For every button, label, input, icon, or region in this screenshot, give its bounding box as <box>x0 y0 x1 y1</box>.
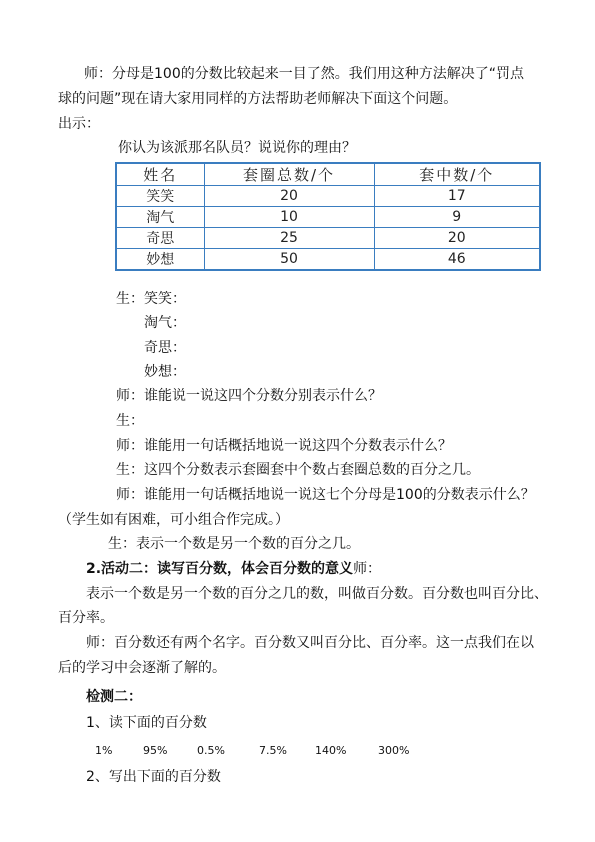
header-cell: 套圈总数/个 <box>204 163 374 186</box>
table-cell: 9 <box>374 207 540 228</box>
percent-item: 7.5% <box>259 744 287 757</box>
student-answer-qisi: 奇思： <box>144 340 186 356</box>
definition-line-2: 百分率。 <box>58 610 114 626</box>
definition-line-1: 表示一个数是另一个数的百分之几的数，叫做百分数。百分数也叫百分比、 <box>86 586 548 602</box>
table-cell: 笑笑 <box>116 186 204 207</box>
check2-question-2: 2、写出下面的百分数 <box>86 769 221 785</box>
table-header-row <box>116 163 540 186</box>
table-row <box>116 186 540 207</box>
student-reply-1: 生： <box>116 413 144 429</box>
check2-question-1: 1、读下面的百分数 <box>86 715 207 731</box>
teacher-line-1b: 球的问题”现在请大家用同样的方法帮助老师解决下面这个问题。 <box>58 91 458 107</box>
activity2-title: 2.活动二：读写百分数，体会百分数的意义 <box>86 561 354 577</box>
check2-title: 检测二： <box>86 689 142 705</box>
show-label: 出示： <box>58 116 100 132</box>
table-row <box>116 207 540 228</box>
table-cell: 46 <box>374 249 540 271</box>
teacher-question-2: 师：谁能用一句话概括地说一说这四个分数表示什么？ <box>116 438 452 454</box>
teacher-line-1a: 师：分母是100的分数比较起来一目了然。我们用这种方法解决了“罚点 <box>84 66 524 82</box>
percent-item: 1% <box>95 744 113 757</box>
student-answer-miaoxiang: 妙想： <box>144 364 186 380</box>
activity2-heading <box>86 559 381 579</box>
question-text: 你认为该派那名队员？说说你的理由？ <box>118 140 356 156</box>
activity2-title-tail: 师： <box>353 561 382 577</box>
ring-toss-table <box>115 162 541 271</box>
table-cell: 10 <box>204 207 374 228</box>
student-reply-3: 生：表示一个数是另一个数的百分之几。 <box>108 536 360 552</box>
header-cell: 套中数/个 <box>374 163 540 186</box>
table-cell: 淘气 <box>116 207 204 228</box>
percent-item: 300% <box>378 744 410 757</box>
table-cell: 20 <box>204 186 374 207</box>
table-row <box>116 249 540 271</box>
percent-item: 95% <box>143 744 168 757</box>
table-cell: 妙想 <box>116 249 204 271</box>
teacher-question-1: 师：谁能说一说这四个分数分别表示什么？ <box>116 388 382 404</box>
header-cell: 姓名 <box>116 163 204 186</box>
teacher-note-line-2: 后的学习中会逐渐了解的。 <box>58 660 226 676</box>
student-answer-taoqi: 淘气： <box>144 315 186 331</box>
table-cell: 奇思 <box>116 228 204 249</box>
table-cell: 50 <box>204 249 374 271</box>
table-cell: 25 <box>204 228 374 249</box>
group-note: （学生如有困难，可小组合作完成。） <box>58 512 289 528</box>
table-cell: 20 <box>374 228 540 249</box>
table-row <box>116 228 540 249</box>
student-reply-2: 生：这四个分数表示套圈套中个数占套圈总数的百分之几。 <box>116 462 480 478</box>
percent-item: 0.5% <box>197 744 225 757</box>
teacher-question-3: 师：谁能用一句话概括地说一说这七个分母是100的分数表示什么？ <box>116 487 535 503</box>
student-answer-xiaoxiao: 生：笑笑： <box>116 291 186 307</box>
teacher-note-line-1: 师：百分数还有两个名字。百分数又叫百分比、百分率。这一点我们在以 <box>86 635 534 651</box>
table-cell: 17 <box>374 186 540 207</box>
percent-item: 140% <box>315 744 347 757</box>
